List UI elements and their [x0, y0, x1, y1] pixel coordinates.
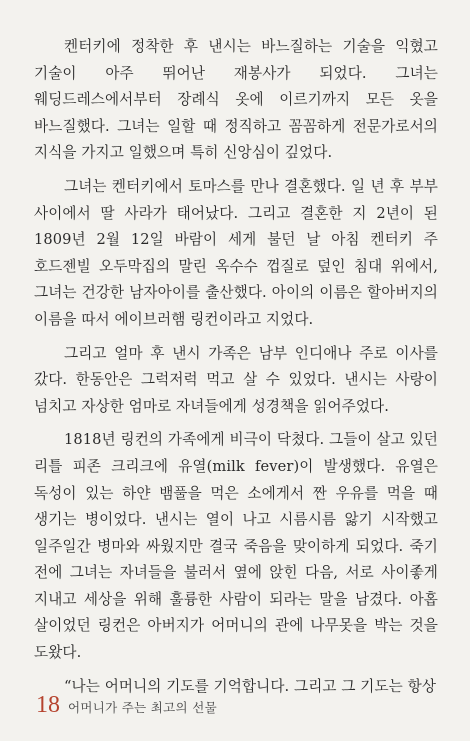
paragraph-1: 켄터키에 정착한 후 낸시는 바느질하는 기술을 익혔고 기술이 아주 뛰어난 재봉사가 되었다. 그녀는 웨딩드레스에서부터 장례식 옷에 이르기까지 모든 옷을 바느질했다. 그녀는 일할 때 정직하고 꼼꼼하게 전문가로서의 지식을 가지고 일했으며 특히 신앙심이 깊었다.	[34, 38, 438, 162]
page-footer	[36, 692, 217, 719]
paragraph-3: 그리고 얼마 후 낸시 가족은 남부 인디애나 주로 이사를 갔다. 한동안은 그럭저럭 먹고 살 수 있었다. 낸시는 사랑이 넘치고 자상한 엄마로 자녀들에게 성경책을 읽어주었다.	[34, 344, 438, 415]
paragraph-4: 1818년 링컨의 가족에게 비극이 닥쳤다. 그들이 살고 있던 리틀 피존 크리크에 유열(milk fever)이 발생했다. 유열은 독성이 있는 하얀 뱀풀을 먹은 소에게서 짠 우유를 먹을 때 생기는 병이었다. 낸시는 열이 나고 시름시름 앓기 시작했고 일주일간 병마와 싸웠지만 결국 죽음을 맞이하게 되었다. 죽기 전에 그녀는 자녀들을 불러서 옆에 앉힌 다음, 서로 사이좋게 지내고 세상을 위해 훌륭한 사람이 되라는 말을 남겼다. 아홉 살이었던 링컨은 아버지가 어머니의 관에 나무못을 박는 것을 도왔다.	[34, 431, 438, 662]
book-page-body	[34, 34, 438, 707]
paragraph-2: 그녀는 켄터키에서 토마스를 만나 결혼했다. 일 년 후 부부 사이에서 딸 사라가 태어났다. 그리고 결혼한 지 2년이 된 1809년 2월 12일 바람이 세게 불던 날 아침 켄터키 주 호드젠빌 오두막집의 말린 옥수수 껍질로 덮인 침대 위에서, 그녀는 건강한 남자아이를 출산했다. 아이의 이름은 할아버지의 이름을 따서 에이브러햄 링컨이라고 지었다.	[34, 177, 438, 328]
page-number: 18	[36, 692, 60, 718]
paragraph-5: “나는 어머니의 기도를 기억합니다. 그리고 그 기도는 항상	[64, 677, 437, 695]
running-title: 어머니가 주는 최고의 선물	[68, 700, 217, 715]
